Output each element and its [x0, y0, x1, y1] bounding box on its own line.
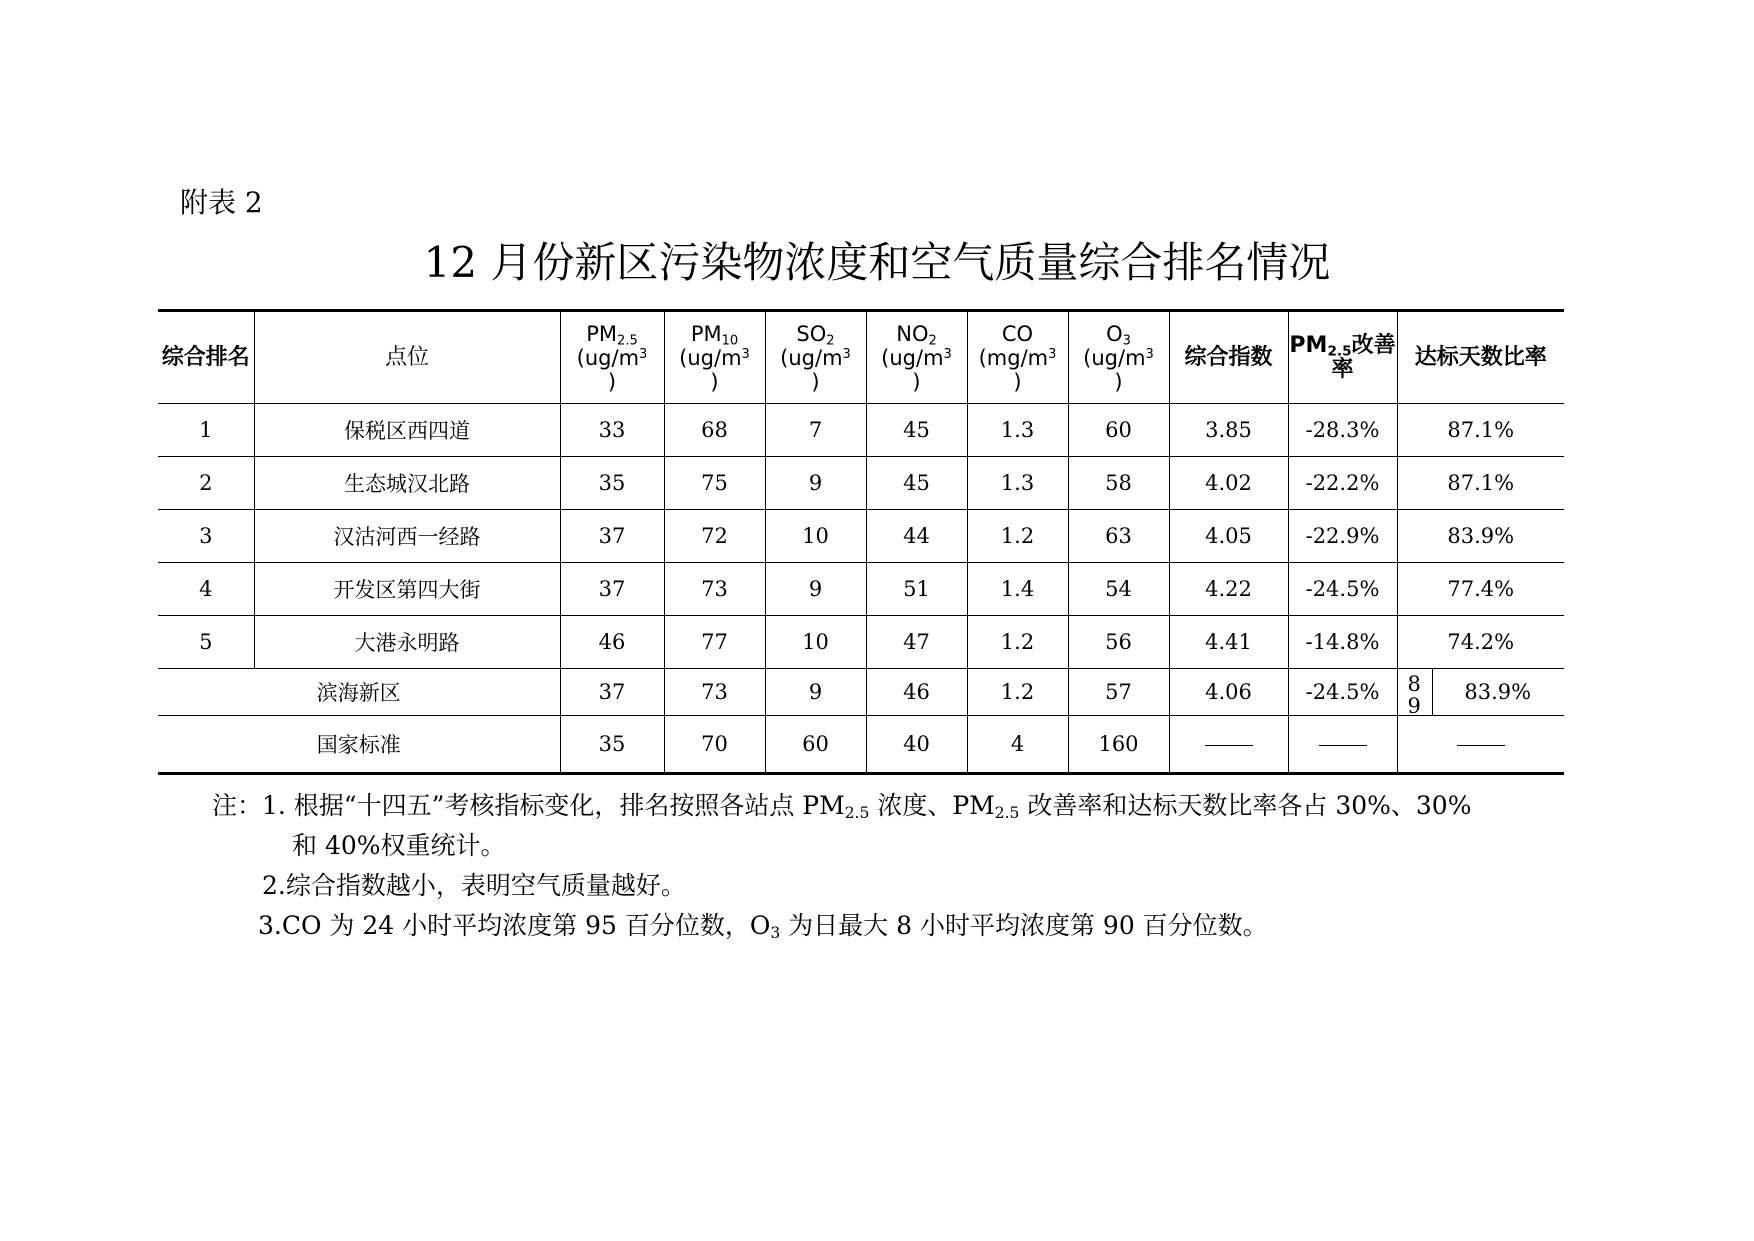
cell-no2: 45 — [866, 404, 967, 457]
cell-composite-index: 4.22 — [1169, 563, 1288, 616]
summary-row — [158, 669, 1564, 716]
header-pm10: $PM_{10}$ ($ug/m^3$ ) — [664, 311, 765, 404]
cell-rank: 1 — [158, 404, 254, 457]
cell-composite-index: 3.85 — [1169, 404, 1288, 457]
cell-composite-index-na — [1169, 716, 1288, 774]
note-2: 2.综合指数越小，表明空气质量越好。 — [262, 871, 686, 900]
cell-co: 1.2 — [967, 616, 1068, 669]
cell-so2: 10 — [765, 616, 866, 669]
cell-so2: 10 — [765, 510, 866, 563]
cell-co: 1.4 — [967, 563, 1068, 616]
cell-pm25: 46 — [560, 616, 664, 669]
cell-o3: 57 — [1068, 669, 1169, 716]
cell-pm25: 33 — [560, 404, 664, 457]
cell-no2: 44 — [866, 510, 967, 563]
cell-no2: 47 — [866, 616, 967, 669]
cell-composite-index: 4.02 — [1169, 457, 1288, 510]
cell-no2: 40 — [866, 716, 967, 774]
cell-pm10: 70 — [664, 716, 765, 774]
header-pm25-improvement: $PM_{2.5}$改善率 — [1288, 311, 1397, 404]
cell-pm10: 68 — [664, 404, 765, 457]
notes — [212, 786, 1602, 946]
dash-mark — [1319, 745, 1367, 746]
cell-compliance-ratio: 77.4% — [1397, 563, 1564, 616]
cell-pm25: 37 — [560, 669, 664, 716]
cell-site: 保税区西四道 — [254, 404, 560, 457]
cell-compliance-ratio — [1397, 669, 1564, 716]
cell-site: 汉沽河西一经路 — [254, 510, 560, 563]
cell-rank: 5 — [158, 616, 254, 669]
note-3: 3.CO 为 24 小时平均浓度第 95 百分位数，$O_3$ 为日最大 8 小时平均浓度第 90 百分位数。 — [258, 911, 1268, 942]
header-o3: $O_3$ ($ug/m^3$ ) — [1068, 311, 1169, 404]
cell-so2: 7 — [765, 404, 866, 457]
cell-compliance-ratio: 87.1% — [1397, 404, 1564, 457]
cell-pm25: 35 — [560, 716, 664, 774]
cell-pm25: 37 — [560, 510, 664, 563]
cell-compliance-ratio-value: 83.9% — [1464, 680, 1532, 704]
header-so2: $SO_2$ ($ug/m^3$ ) — [765, 311, 866, 404]
cell-co: 4 — [967, 716, 1068, 774]
cell-pm25-improvement: -28.3% — [1288, 404, 1397, 457]
cell-so2: 60 — [765, 716, 866, 774]
cell-o3: 56 — [1068, 616, 1169, 669]
header-no2: $NO_2$ ($ug/m^3$ ) — [866, 311, 967, 404]
cell-composite-index: 4.06 — [1169, 669, 1288, 716]
cell-pm25-improvement: -24.5% — [1288, 563, 1397, 616]
cell-so2: 9 — [765, 457, 866, 510]
table-row — [158, 510, 1564, 563]
ranking-table-container — [158, 309, 1564, 775]
cell-site: 开发区第四大街 — [254, 563, 560, 616]
cell-so2: 9 — [765, 669, 866, 716]
cell-compliance-ratio: 83.9% — [1397, 510, 1564, 563]
cell-site: 大港永明路 — [254, 616, 560, 669]
table-row — [158, 404, 1564, 457]
cell-co: 1.2 — [967, 669, 1068, 716]
header-co: CO ($mg/m^3$ ) — [967, 311, 1068, 404]
cell-composite-index: 4.41 — [1169, 616, 1288, 669]
table-row — [158, 457, 1564, 510]
cell-compliance-ratio-na — [1397, 716, 1564, 774]
header-pm25: $PM_{2.5}$ ($ug/m^3$ ) — [560, 311, 664, 404]
header-compliance-ratio: 达标天数比率 — [1397, 311, 1564, 404]
cell-compliance-ratio: 87.1% — [1397, 457, 1564, 510]
cell-pm10: 73 — [664, 669, 765, 716]
cell-co: 1.3 — [967, 404, 1068, 457]
header-site: 点位 — [254, 311, 560, 404]
table-header-row — [158, 311, 1564, 404]
header-composite-index: 综合指数 — [1169, 311, 1288, 404]
cell-co: 1.2 — [967, 510, 1068, 563]
cell-pm25: 37 — [560, 563, 664, 616]
cell-pm25-improvement: -22.9% — [1288, 510, 1397, 563]
cell-standard-label: 国家标准 — [158, 716, 560, 774]
appendix-label: 附表 2 — [180, 186, 263, 219]
table-row — [158, 563, 1564, 616]
dash-mark — [1457, 745, 1505, 746]
ranking-table — [158, 309, 1564, 775]
cell-pm10: 75 — [664, 457, 765, 510]
cell-pm25: 35 — [560, 457, 664, 510]
cell-summary-site: 滨海新区 — [158, 669, 560, 716]
cell-pm10: 72 — [664, 510, 765, 563]
page-title: 12 月份新区污染物浓度和空气质量综合排名情况 — [423, 238, 1331, 287]
cell-so2: 9 — [765, 563, 866, 616]
cell-no2: 45 — [866, 457, 967, 510]
cell-pm25-improvement: -14.8% — [1288, 616, 1397, 669]
cell-site: 生态城汉北路 — [254, 457, 560, 510]
cell-rank: 4 — [158, 563, 254, 616]
cell-pm25-improvement: -24.5% — [1288, 669, 1397, 716]
cell-o3: 160 — [1068, 716, 1169, 774]
cell-pm25-improvement: -22.2% — [1288, 457, 1397, 510]
cell-o3: 58 — [1068, 457, 1169, 510]
cell-o3: 54 — [1068, 563, 1169, 616]
cell-o3: 60 — [1068, 404, 1169, 457]
cell-co: 1.3 — [967, 457, 1068, 510]
cell-pm25-improvement-na — [1288, 716, 1397, 774]
cell-no2: 46 — [866, 669, 967, 716]
table-row — [158, 616, 1564, 669]
standard-row — [158, 716, 1564, 774]
note-1: 注：1. 根据“十四五”考核指标变化，排名按照各站点 $PM_{2.5}$ 浓度、$PM_{2.5}$ 改善率和达标天数比率各占 30%、30% — [212, 791, 1472, 822]
cell-pm10: 77 — [664, 616, 765, 669]
cell-rank: 3 — [158, 510, 254, 563]
cell-compliance-ratio: 74.2% — [1397, 616, 1564, 669]
cell-o3: 63 — [1068, 510, 1169, 563]
header-rank: 综合排名 — [158, 311, 254, 404]
overflow-glyph: 8 9 — [1407, 673, 1421, 713]
cell-composite-index: 4.05 — [1169, 510, 1288, 563]
dash-mark — [1205, 745, 1253, 746]
cell-pm10: 73 — [664, 563, 765, 616]
cell-no2: 51 — [866, 563, 967, 616]
cell-rank: 2 — [158, 457, 254, 510]
note-1-continued: 和 40%权重统计。 — [292, 831, 506, 860]
